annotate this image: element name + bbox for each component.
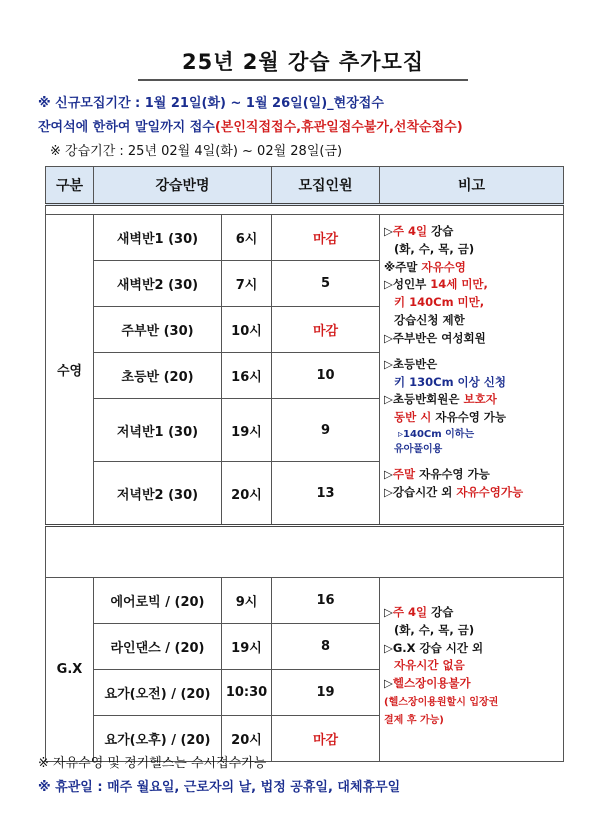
note-line: ▷주 4일 강습 [384, 224, 454, 238]
class-name: 주부반 (30) [94, 307, 222, 353]
note-line: ▷초등반은 [384, 356, 438, 371]
note-line: ▷헬스장이용불가 [384, 676, 471, 691]
title-underline [138, 79, 468, 81]
footer-closed-days: ※ 휴관일 : 매주 월요일, 근로자의 날, 법정 공휴일, 대체휴무일 [38, 780, 401, 795]
gx-notes [380, 578, 564, 762]
class-capacity: 5 [272, 261, 380, 307]
note-line: ▷주 4일 강습 [384, 605, 454, 619]
note-line: ▷초등반회원은 보호자 [384, 392, 497, 407]
header-class-name: 강습반명 [94, 167, 272, 205]
note-line: 동반 시 자유수영 가능 [394, 410, 507, 425]
note-line: ▷주부반은 여성회원 [384, 330, 486, 345]
class-capacity: 13 [272, 462, 380, 526]
class-time: 16시 [222, 353, 272, 399]
note-line: 유아풀이용 [394, 444, 443, 456]
class-time: 7시 [222, 261, 272, 307]
class-name: 에어로빅 / (20) [94, 578, 222, 624]
class-name: 저녁반1 (30) [94, 399, 222, 462]
note-line: ▹140Cm 이하는 [398, 428, 475, 440]
note-line: 강습신청 제한 [394, 313, 465, 328]
class-name: 새벽반2 (30) [94, 261, 222, 307]
footer-free-swim-notice: ※ 자유수영 및 정기헬스는 수시접수가능 [38, 756, 267, 771]
page-title: 25년 2월 강습 추가모집 [181, 50, 425, 74]
class-capacity: 10 [272, 353, 380, 399]
class-capacity: 19 [272, 670, 380, 716]
lesson-period: ※ 강습기간 : 25년 02월 4일(화) ~ 02월 28일(금) [50, 144, 343, 159]
table-row [46, 215, 564, 261]
class-time: 10시 [222, 307, 272, 353]
category-swim: 수영 [46, 215, 94, 526]
remaining-seats-notice [38, 116, 463, 135]
class-time: 20시 [222, 462, 272, 526]
note-line: (화, 수, 목, 금) [394, 622, 475, 637]
class-time: 19시 [222, 399, 272, 462]
table-row [46, 578, 564, 624]
class-capacity: 마감 [272, 307, 380, 353]
class-capacity: 마감 [272, 215, 380, 261]
note-line: (헬스장이용원할시 입장권 [384, 697, 499, 709]
note-line: ▷성인부 14세 미만, [384, 277, 488, 292]
note-line: 키 140Cm 미만, [394, 295, 485, 310]
class-time: 10:30 [222, 670, 272, 716]
header-category: 구분 [46, 167, 94, 205]
recruit-period: ※ 신규모집기간 : 1월 21일(화) ~ 1월 26일(일)_현장접수 [38, 96, 384, 111]
note-line: 자유시간 없음 [394, 658, 465, 673]
class-name: 새벽반1 (30) [94, 215, 222, 261]
class-capacity: 9 [272, 399, 380, 462]
note-line: ▷G.X 강습 시간 외 [384, 640, 484, 655]
class-capacity: 8 [272, 624, 380, 670]
class-name: 라인댄스 / (20) [94, 624, 222, 670]
class-time: 9시 [222, 578, 272, 624]
header-separator [46, 205, 564, 215]
class-name: 초등반 (20) [94, 353, 222, 399]
table-header-row [46, 167, 564, 205]
class-time: 6시 [222, 215, 272, 261]
class-time: 19시 [222, 624, 272, 670]
class-capacity: 마감 [272, 716, 380, 762]
class-capacity: 16 [272, 578, 380, 624]
note-line: ※주말 자유수영 [384, 259, 466, 274]
section-separator [46, 526, 564, 578]
header-capacity: 모집인원 [272, 167, 380, 205]
swim-notes [380, 215, 564, 526]
class-name: 요가(오후) / (20) [94, 716, 222, 762]
note-line: 키 130Cm 이상 신청 [394, 374, 506, 389]
remaining-prefix: 잔여석에 한하여 말일까지 접수 [38, 120, 215, 135]
note-line: ▷주말 자유수영 가능 [384, 466, 490, 481]
class-time: 20시 [222, 716, 272, 762]
note-line: ▷강습시간 외 자유수영가능 [384, 484, 524, 499]
class-name: 저녁반2 (30) [94, 462, 222, 526]
note-line: (화, 수, 목, 금) [394, 241, 475, 256]
remaining-detail: (본인직접접수,휴관일접수불가,선착순접수) [214, 120, 463, 135]
header-notes: 비고 [380, 167, 564, 205]
class-name: 요가(오전) / (20) [94, 670, 222, 716]
category-gx: G.X [46, 578, 94, 762]
note-line: 결제 후 가능) [384, 714, 444, 726]
schedule-table [45, 166, 564, 762]
